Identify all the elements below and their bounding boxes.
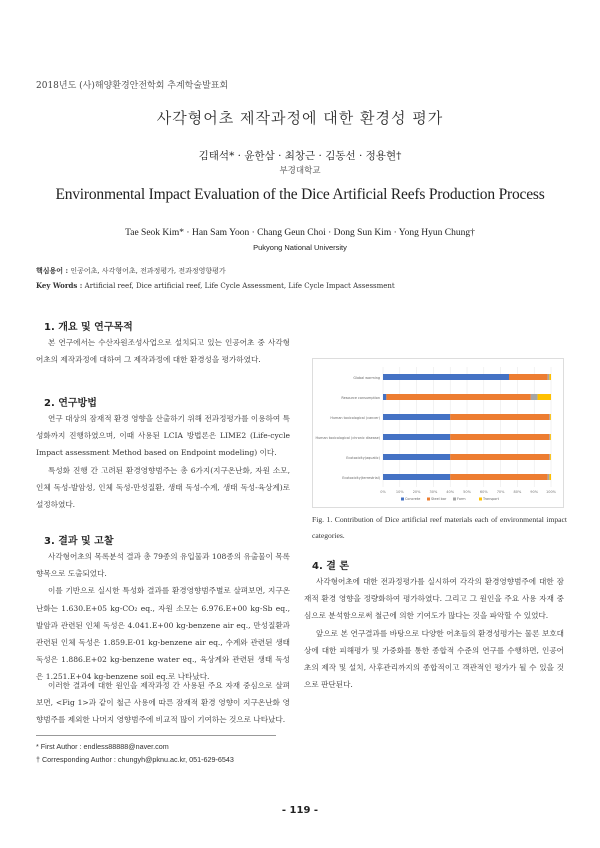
category-label: Global warming bbox=[353, 376, 380, 380]
section-3-paragraph-3: 이러한 결과에 대한 원인을 제작과정 간 사용된 주요 자재 중심으로 살펴보면, <Fig 1>과 같이 철근 사용에 따른 잠재적 환경 영향이 지구온난화 영향범주를 제외한 나머지 영향범주에 비교적 많이 기여하는 것으로 나타났다. bbox=[36, 681, 290, 725]
page-number: - 119 - bbox=[281, 805, 319, 816]
bar-segment bbox=[383, 414, 450, 420]
bar-segment bbox=[550, 454, 551, 460]
category-label: Ecotoxicity(terrestrial) bbox=[342, 476, 380, 480]
keywords-english-text: Artificial reef, Dice artificial reef, Life Cycle Assessment, Life Cycle Impact Assessment bbox=[84, 282, 395, 290]
legend-swatch bbox=[479, 498, 482, 501]
bar-segment bbox=[383, 434, 450, 440]
x-tick-label: 40% bbox=[446, 490, 455, 494]
section-1-heading: 1. 개요 및 연구목적 bbox=[44, 322, 133, 333]
section-2-heading: 2. 연구방법 bbox=[44, 398, 97, 409]
x-tick-label: 80% bbox=[513, 490, 522, 494]
bar-segment bbox=[383, 374, 509, 380]
authors-korean: 김태석* · 윤한삼 · 최창근 · 김동선 · 정용현† bbox=[198, 150, 402, 162]
bar-segment bbox=[531, 394, 538, 400]
bar-segment bbox=[548, 374, 550, 380]
bar-segment bbox=[549, 414, 550, 420]
x-tick-label: 60% bbox=[479, 490, 488, 494]
bar-segment bbox=[383, 394, 386, 400]
bar-segment bbox=[383, 454, 450, 460]
section-2-paragraph-1: 연구 대상의 잠재적 환경 영향을 산출하기 위해 전과정평가를 이용하여 특성화까지 진행하였으며, 이때 사용된 LCIA 방법론은 LIME2 (Life-cycle Impact assessment Method based on Endpoint modeling) 이다. bbox=[36, 414, 290, 458]
footnote-first-author: * First Author : endless88888@naver.com bbox=[36, 742, 169, 751]
authors-english: Tae Seok Kim* · Han Sam Yoon · Chang Geun Choi · Dong Sun Kim · Yong Hyun Chung† bbox=[125, 228, 475, 238]
legend-label: Steel bar bbox=[431, 497, 447, 501]
section-1-body bbox=[36, 334, 290, 368]
bar-segment bbox=[450, 414, 549, 420]
category-label: Ecotoxicity(aquatic) bbox=[346, 456, 380, 460]
category-label: Human toxicological (cancer) bbox=[330, 416, 380, 420]
keywords-korean bbox=[36, 266, 226, 276]
x-tick-label: 100% bbox=[545, 490, 557, 494]
x-tick-label: 10% bbox=[395, 490, 404, 494]
x-tick-label: 20% bbox=[412, 490, 421, 494]
keywords-english-label: Key Words : bbox=[36, 281, 83, 290]
bar-segment bbox=[550, 414, 551, 420]
footnote-corresponding-author: † Corresponding Author : chungyh@pknu.ac.kr, 051-629-6543 bbox=[36, 755, 234, 764]
x-tick-label: 0% bbox=[380, 490, 386, 494]
legend-swatch bbox=[453, 498, 456, 501]
bar-segment bbox=[450, 434, 549, 440]
category-label: Resource consumption bbox=[341, 396, 380, 400]
chart-svg bbox=[313, 359, 563, 507]
section-4-heading: 4. 결 론 bbox=[312, 561, 350, 572]
affiliation-korean: 부경대학교 bbox=[279, 166, 321, 176]
bar-segment bbox=[450, 474, 547, 480]
bar-segment bbox=[386, 394, 530, 400]
section-1-paragraph: 본 연구에서는 수산자원조성사업으로 설치되고 있는 인공어초 중 사각형어초의 제작과정에 대하여 그 제작과정에 대한 환경성을 평가하였다. bbox=[36, 338, 290, 365]
section-3-paragraph-1: 사각형어초의 목록분석 결과 총 79종의 유입물과 108종의 유출물이 목록향목으로 도출되었다. bbox=[36, 552, 290, 579]
conference-header: 2018년도 (사)해양환경안전학회 추계학술발표회 bbox=[36, 81, 229, 91]
title-korean: 사각형어초 제작과정에 대한 환경성 평가 bbox=[156, 109, 444, 127]
figure-1-chart bbox=[312, 358, 564, 508]
legend-label: Transport bbox=[483, 497, 499, 501]
bar-segment bbox=[383, 474, 450, 480]
section-2-body bbox=[36, 410, 290, 513]
section-4-paragraph-2: 앞으로 본 연구결과를 바탕으로 다양한 어초들의 환경성평가는 물론 보호대상에 대한 피해평가 및 가중화를 통한 종합적 수준의 연구를 수행하면, 인공어초의 제작 및 설치, 사후관리까지의 종합적이고 객관적인 평가가 될 수 있을 것으로 판단된다. bbox=[304, 628, 564, 690]
bar-segment bbox=[538, 394, 551, 400]
legend-swatch bbox=[427, 498, 430, 501]
section-3-heading: 3. 결과 및 고찰 bbox=[44, 536, 114, 547]
x-tick-label: 50% bbox=[463, 490, 471, 494]
section-3-paragraph-2: 이를 기반으로 실시한 특성화 결과를 환경영향범주별로 살펴보면, 지구온난화는 1.630.E+05 kg-CO₂ eq., 자원 소모는 6.976.E+00 kg-Sb eq., 발암과 관련된 인체 독성은 4.041.E+00 kg-benzene air eq., 만성질환과 관련된 인체 독성은 1.859.E-01 kg-benzene air eq., 수계와 관련된 생태 독성은 1.886.E+02 kg-benzene water eq., 육상계와 관련된 생태 독성은 1.251.E+04 kg-benzene soil eq.로 나타났다. bbox=[36, 586, 290, 682]
x-tick-label: 30% bbox=[429, 490, 438, 494]
bar-segment bbox=[450, 454, 549, 460]
bar-segment bbox=[549, 434, 550, 440]
legend-swatch bbox=[401, 498, 404, 501]
section-2-paragraph-2: 특성화 진행 간 고려된 환경영향범주는 총 6가지(지구온난화, 자원 소모, 인체 독성-발암성, 인체 독성-만성질환, 생태 독성-수계, 생태 독성-육상계)로 설정하였다. bbox=[36, 465, 290, 510]
section-4-paragraph-1: 사각형어초에 대한 전과정평가를 실시하여 각각의 환경영향범주에 대한 잠재적 환경 영향을 정량화하여 평가하였다. 그리고 그 원인을 주요 사용 자재 중심으로 분석함으로써 철근에 의한 기여도가 많다는 것을 파악할 수 있었다. bbox=[304, 577, 564, 621]
section-4-body bbox=[304, 573, 564, 693]
affiliation-english: Pukyong National University bbox=[253, 243, 347, 252]
bar-segment bbox=[550, 434, 551, 440]
bar-segment bbox=[548, 474, 550, 480]
bar-segment bbox=[549, 474, 551, 480]
category-label: Human toxicological (chronic disease) bbox=[315, 436, 380, 440]
section-3-body-continued-left bbox=[36, 677, 290, 729]
section-3-body bbox=[36, 548, 290, 686]
legend-label: Concrete bbox=[405, 497, 421, 501]
figure-1-caption: Fig. 1. Contribution of Dice artificial reef materials each of environmental impact categories. bbox=[312, 515, 567, 540]
x-tick-label: 90% bbox=[530, 490, 539, 494]
bar-segment bbox=[549, 454, 550, 460]
legend-label: Form bbox=[457, 497, 466, 501]
footnote-rule bbox=[36, 735, 276, 736]
x-tick-label: 70% bbox=[496, 490, 505, 494]
bar-segment bbox=[509, 374, 548, 380]
bar-segment bbox=[549, 374, 551, 380]
keywords-english bbox=[36, 281, 395, 290]
keywords-korean-label: 핵심용어 : bbox=[36, 266, 69, 275]
title-english: Environmental Impact Evaluation of the Dice Artificial Reefs Production Process bbox=[55, 186, 545, 203]
keywords-korean-text: 인공어초, 사각형어초, 전과정평가, 전과정영향평가 bbox=[70, 267, 226, 275]
